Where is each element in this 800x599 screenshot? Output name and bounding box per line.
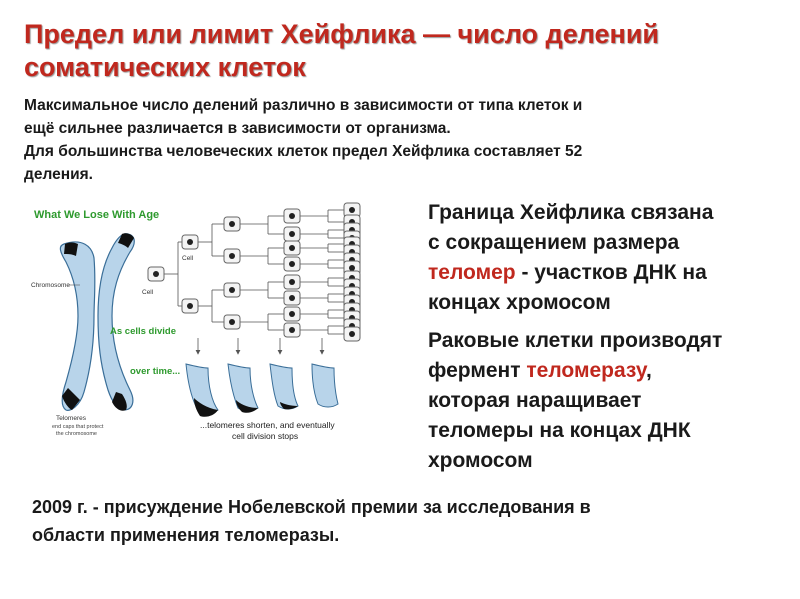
text-line: хромосом xyxy=(428,449,533,472)
shorten-caption: cell division stops xyxy=(232,431,299,441)
title-line-1: Предел или лимит Хейфлика — число делений xyxy=(24,19,660,49)
text-line: , xyxy=(645,359,652,382)
telomerase-paragraph xyxy=(428,326,790,476)
telomere-diagram xyxy=(22,196,414,450)
intro-line: Для большинства человеческих клеток предел Хейфлика составляет 52 xyxy=(24,143,583,160)
as-cells-divide-label: As cells divide xyxy=(110,326,177,337)
text-line: - участков ДНК на xyxy=(515,261,707,284)
chromosome-icon xyxy=(60,233,134,411)
text-line: Граница Хейфлика связана xyxy=(428,201,714,224)
shortening-chromosome-arms xyxy=(186,364,338,417)
intro-line: деления. xyxy=(24,166,93,183)
highlight-term: теломер xyxy=(428,261,516,284)
telomere-paragraph xyxy=(428,198,790,318)
cell-division-tree xyxy=(148,203,360,341)
telomere-explanation xyxy=(428,198,790,476)
telomeres-label: Telomeres xyxy=(56,415,86,422)
text-line: теломеры на концах ДНК xyxy=(428,419,691,442)
intro-line: ещё сильнее различается в зависимости от организма. xyxy=(24,120,451,137)
nobel-note xyxy=(32,493,772,549)
cell-label: Cell xyxy=(182,255,194,262)
intro-text xyxy=(24,94,774,186)
text-line: 2009 г. - присуждение Нобелевской премии за исследования в xyxy=(32,497,591,517)
slide-title xyxy=(24,18,784,84)
text-line: Раковые клетки производят xyxy=(428,329,723,352)
chromosome-label: Chromosome xyxy=(31,282,71,289)
over-time-label: over time... xyxy=(130,366,181,377)
text-line: фермент xyxy=(428,359,527,382)
text-line: которая наращивает xyxy=(428,389,642,412)
highlight-term: теломеразу xyxy=(526,359,646,382)
diagram-heading: What We Lose With Age xyxy=(34,209,160,221)
title-line-2: соматических клеток xyxy=(24,52,306,82)
arrows-down xyxy=(198,338,322,354)
shorten-caption: ...telomeres shorten, and eventually xyxy=(200,420,335,430)
telomeres-caption: the chromosome xyxy=(56,431,97,437)
text-line: с сокращением размера xyxy=(428,231,680,254)
text-line: концах хромосом xyxy=(428,291,611,314)
telomeres-caption: end caps that protect xyxy=(52,424,104,430)
text-line: области применения теломеразы. xyxy=(32,525,340,545)
cell-label: Cell xyxy=(142,289,154,296)
intro-line: Максимальное число делений различно в зависимости от типа клеток и xyxy=(24,97,583,114)
